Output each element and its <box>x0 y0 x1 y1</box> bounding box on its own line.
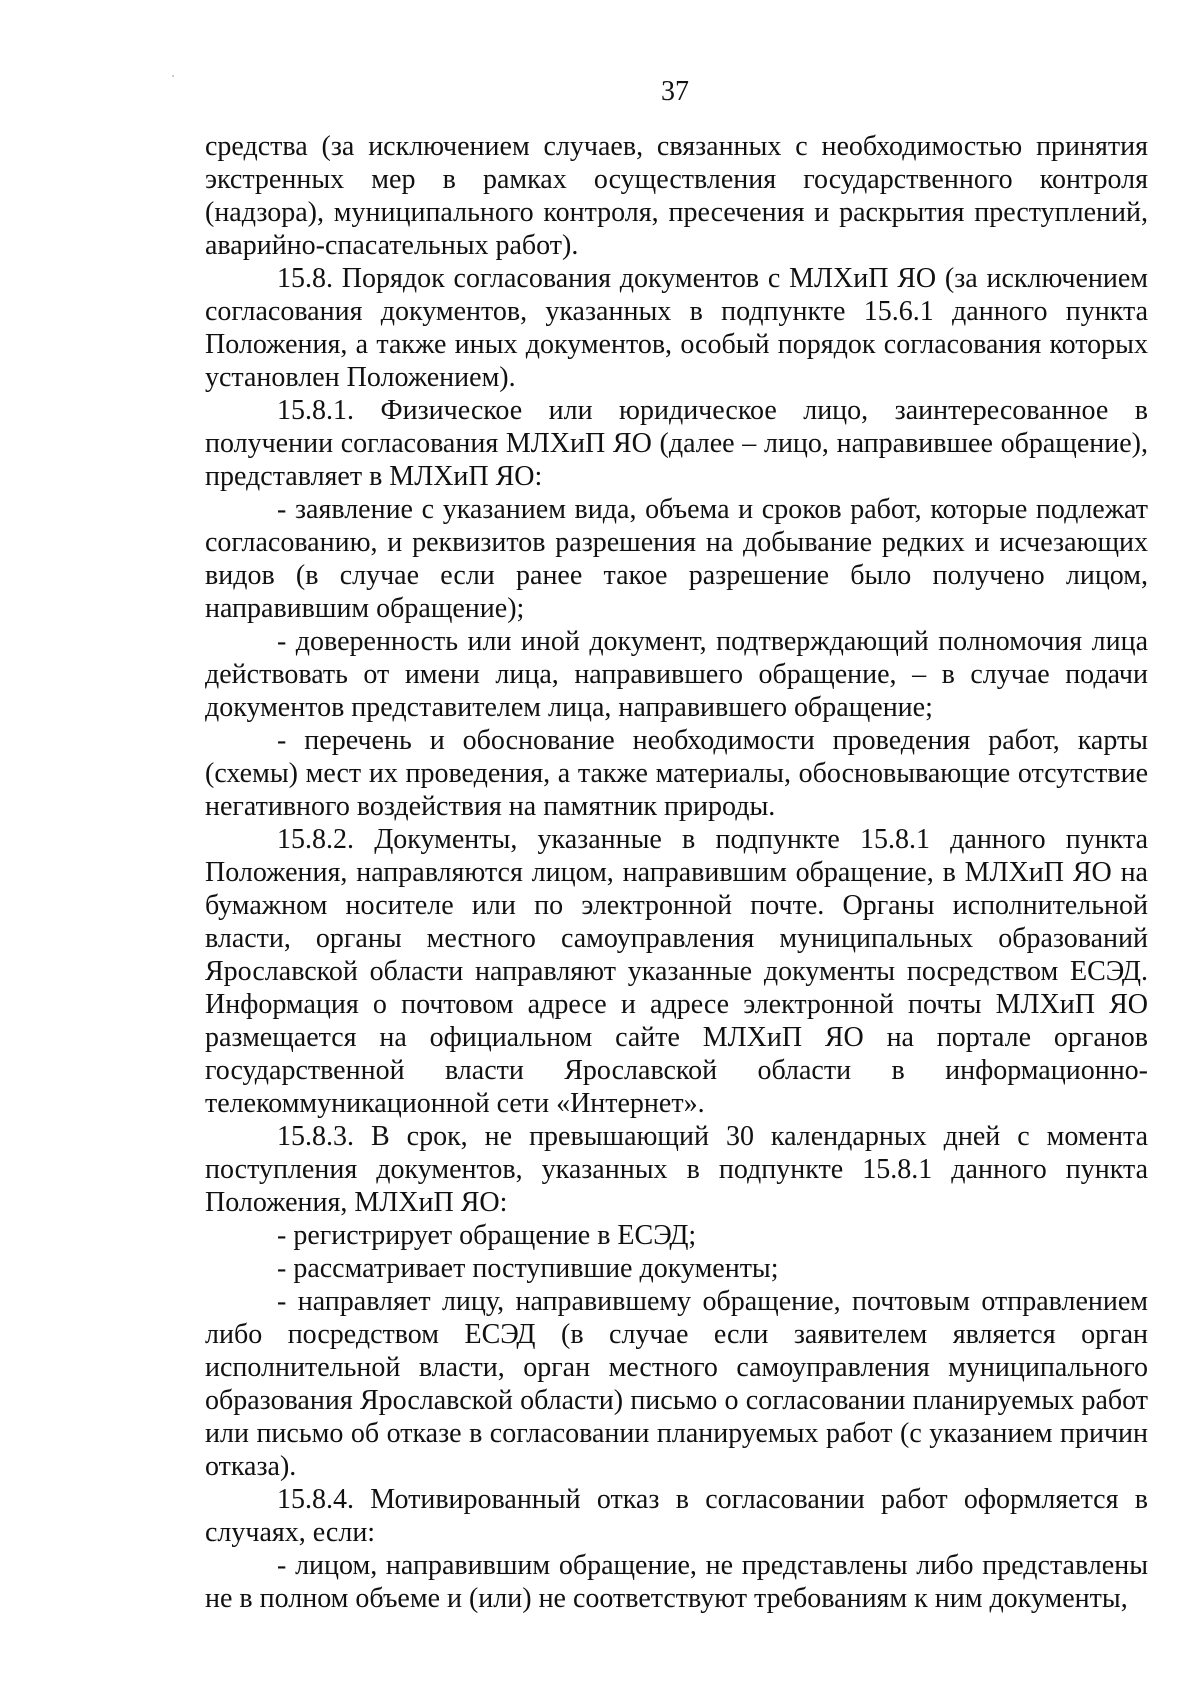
paragraph-15-8-2: 15.8.2. Документы, указанные в подпункте 15.8.1 данного пункта Положения, направляются лицом, направившим обращение, в МЛХиП ЯО на бумажном носителе или по электронной почте. Органы исполнительной власти, органы местного самоуправления муниципальных образований Ярославской области направляют указанные документы посредством ЕСЭД. Информация о почтовом адресе и адресе электронной почты МЛХиП ЯО размещается на официальном сайте МЛХиП ЯО на портале органов государственной власти Ярославской области в информационно-телекоммуникационной сети «Интернет». <box>205 824 1148 1119</box>
list-item-documents-missing: - лицом, направившим обращение, не представлены либо представлены не в полном объеме и (или) не соответствуют требованиям к ним документы, <box>205 1550 1148 1614</box>
list-item-power-of-attorney: - доверенность или иной документ, подтверждающий полномочия лица действовать от имени лица, направившего обращение, – в случае подачи документов представителем лица, направившего обращение; <box>205 626 1148 723</box>
paragraph-continuation: средства (за исключением случаев, связанных с необходимостью принятия экстренных мер в рамках осуществления государственного контроля (надзора), муниципального контроля, пресечения и раскрытия преступлений, аварийно-спасательных работ). <box>205 131 1148 261</box>
paragraph-15-8-3: 15.8.3. В срок, не превышающий 30 календарных дней с момента поступления документов, указанных в подпункте 15.8.1 данного пункта Положения, МЛХиП ЯО: <box>205 1121 1148 1218</box>
paragraph-15-8-1: 15.8.1. Физическое или юридическое лицо, заинтересованное в получении согласования МЛХиП ЯО (далее – лицо, направившее обращение), представляет в МЛХиП ЯО: <box>205 395 1148 492</box>
list-item-justification: - перечень и обоснование необходимости проведения работ, карты (схемы) мест их проведения, а также материалы, обосновывающие отсутствие негативного воздействия на памятник природы. <box>205 725 1148 822</box>
document-body <box>205 130 1148 1615</box>
paragraph-15-8-4: 15.8.4. Мотивированный отказ в согласовании работ оформляется в случаях, если: <box>205 1484 1148 1548</box>
list-item-review: - рассматривает поступившие документы; <box>277 1253 779 1284</box>
list-item-register: - регистрирует обращение в ЕСЭД; <box>277 1220 697 1251</box>
paragraph-15-8: 15.8. Порядок согласования документов с МЛХиП ЯО (за исключением согласования документов, указанных в подпункте 15.6.1 данного пункта Положения, а также иных документов, особый порядок согласования которых установлен Положением). <box>205 263 1148 393</box>
page-number: 37 <box>661 76 689 107</box>
list-item-application: - заявление с указанием вида, объема и сроков работ, которые подлежат согласованию, и реквизитов разрешения на добывание редких и исчезающих видов (в случае если ранее такое разрешение было получено лицом, направившим обращение); <box>205 494 1148 624</box>
list-item-send-letter: - направляет лицу, направившему обращение, почтовым отправлением либо посредством ЕСЭД (в случае если заявителем является орган исполнительной власти, орган местного самоуправления муниципального образования Ярославской области) письмо о согласовании планируемых работ или письмо об отказе в согласовании планируемых работ (с указанием причин отказа). <box>205 1286 1148 1482</box>
